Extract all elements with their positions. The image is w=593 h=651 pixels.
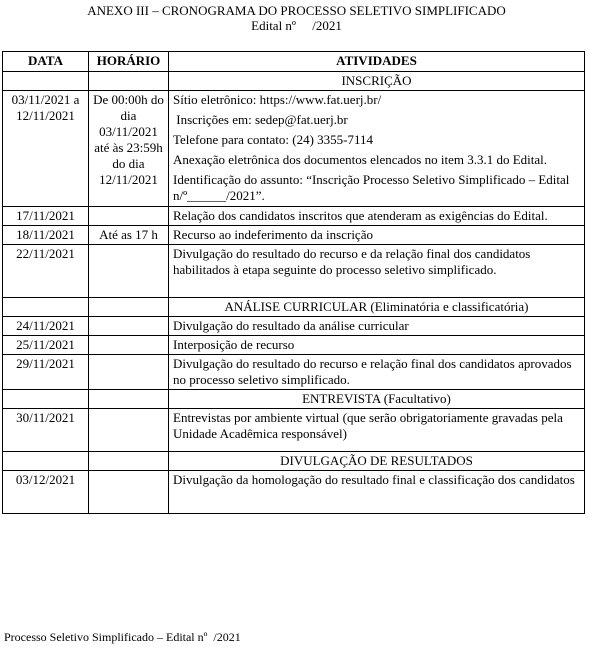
- section-row-divulgacao: [3, 452, 585, 471]
- section-title-divulgacao: DIVULGAÇÃO DE RESULTADOS: [169, 452, 585, 471]
- document-header: [0, 3, 593, 33]
- activity-cell: [169, 91, 585, 207]
- activity-cell: Divulgação do resultado do recurso e relação final dos candidatos aprovados no processo seletivo simplificado.: [169, 355, 585, 390]
- activity-cell: Divulgação da homologação do resultado final e classificação dos candidatos: [169, 471, 585, 514]
- table-row: [3, 91, 585, 207]
- table-row: [3, 245, 585, 298]
- date-cell: 03/12/2021: [3, 471, 89, 514]
- activity-line: Identificação do assunto: “Inscrição Processo Seletivo Simplificado – Edital n/º______/2021”.: [173, 172, 570, 203]
- table-row: [3, 317, 585, 336]
- column-header-time: HORÁRIO: [89, 52, 169, 72]
- section-title-analise: ANÁLISE CURRICULAR (Eliminatória e classificatória): [169, 298, 585, 317]
- document-title: ANEXO III – CRONOGRAMA DO PROCESSO SELETIVO SIMPLIFICADO: [87, 3, 506, 18]
- activity-cell: Recurso ao indeferimento da inscrição: [169, 226, 585, 245]
- empty-cell: [89, 452, 169, 471]
- empty-cell: [3, 390, 89, 409]
- activity-cell: Divulgação do resultado da análise curricular: [169, 317, 585, 336]
- table-row: [3, 409, 585, 452]
- activity-cell: Relação dos candidatos inscritos que atenderam as exigências do Edital.: [169, 207, 585, 226]
- section-row-entrevista: [3, 390, 585, 409]
- empty-cell: [89, 298, 169, 317]
- table-row: [3, 336, 585, 355]
- date-cell: 24/11/2021: [3, 317, 89, 336]
- table-row: [3, 471, 585, 514]
- section-title-inscricao: INSCRIÇÃO: [169, 72, 585, 91]
- section-title-entrevista: ENTREVISTA (Facultativo): [169, 390, 585, 409]
- empty-cell: [3, 72, 89, 91]
- activity-cell: Divulgação do resultado do recurso e da relação final dos candidatos habilitados à etapa seguinte do processo seletivo simplificado.: [169, 245, 585, 298]
- column-header-date: DATA: [3, 52, 89, 72]
- date-cell: 18/11/2021: [3, 226, 89, 245]
- time-cell: [89, 207, 169, 226]
- section-row-analise: [3, 298, 585, 317]
- schedule-table: [2, 51, 585, 514]
- empty-cell: [89, 72, 169, 91]
- time-cell: Até as 17 h: [89, 226, 169, 245]
- date-cell: 03/11/2021 a 12/11/2021: [3, 91, 89, 207]
- table-row: [3, 355, 585, 390]
- activity-line: Telefone para contato: (24) 3355-7114: [173, 132, 374, 147]
- empty-cell: [89, 390, 169, 409]
- date-cell: 29/11/2021: [3, 355, 89, 390]
- time-cell: [89, 245, 169, 298]
- time-cell: [89, 317, 169, 336]
- document-subtitle: Edital nº /2021: [251, 18, 342, 33]
- table-header-row: [3, 52, 585, 72]
- section-row-inscricao: [3, 72, 585, 91]
- table-row: [3, 226, 585, 245]
- time-cell: [89, 355, 169, 390]
- time-cell: [89, 409, 169, 452]
- document-footer: Processo Seletivo Simplificado – Edital nº /2021: [4, 630, 241, 644]
- time-cell: [89, 336, 169, 355]
- date-cell: 17/11/2021: [3, 207, 89, 226]
- activity-cell: Entrevistas por ambiente virtual (que serão obrigatoriamente gravadas pela Unidade Acadêmica responsável): [169, 409, 585, 452]
- empty-cell: [3, 452, 89, 471]
- date-cell: 25/11/2021: [3, 336, 89, 355]
- date-cell: 22/11/2021: [3, 245, 89, 298]
- activity-line: Inscrições em: sedep@fat.uerj.br: [173, 112, 348, 127]
- empty-cell: [3, 298, 89, 317]
- table-row: [3, 207, 585, 226]
- time-cell: [89, 471, 169, 514]
- activity-line: Anexação eletrônica dos documentos elencados no item 3.3.1 do Edital.: [173, 152, 547, 167]
- date-cell: 30/11/2021: [3, 409, 89, 452]
- column-header-activities: ATIVIDADES: [169, 52, 585, 72]
- activity-line: Sítio eletrônico: https://www.fat.uerj.br/: [173, 92, 382, 107]
- time-cell: De 00:00h do dia 03/11/2021 até às 23:59h do dia 12/11/2021: [89, 91, 169, 207]
- activity-cell: Interposição de recurso: [169, 336, 585, 355]
